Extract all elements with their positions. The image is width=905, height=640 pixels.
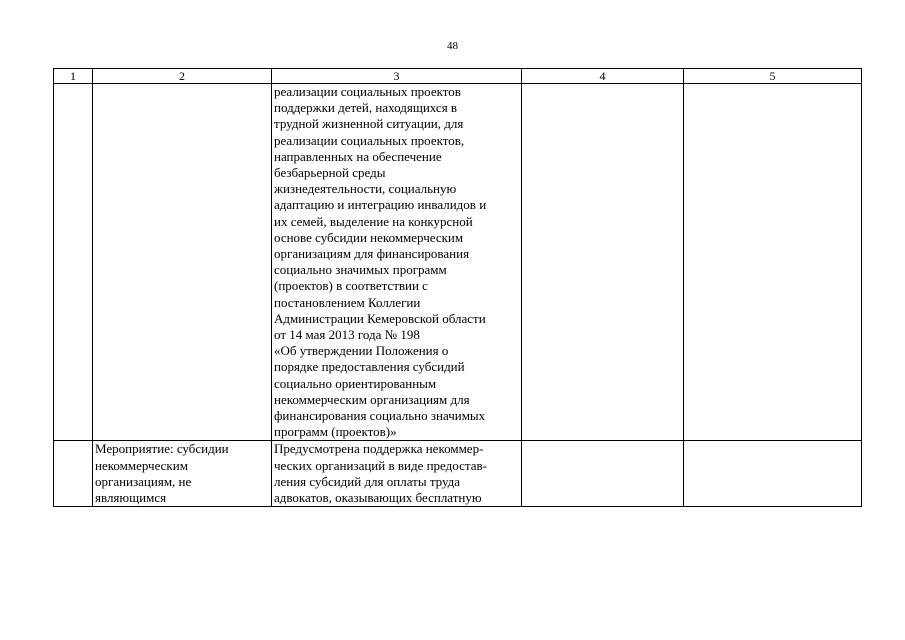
row2-col4 (522, 441, 684, 507)
row1-description: реализации социальных проектов поддержки детей, находящихся в трудной жизненной ситуации, для реализации социальных проектов, направленных на обеспечение безбарьерной среды жизнедеятельности, социальную адаптацию и интеграцию инвалидов и их семей, выделение на конкурсной основе субсидии некоммерческим организациям для финансирования социально значимых программ (проектов) в соответствии с постановлением Коллегии Администрации Кемеровской области от 14 мая 2013 года № 198 «Об утверждении Положения о порядке предоставления субсидий социально ориентированным некоммерческим организациям для финансирования социально значимых программ (проектов)» (274, 84, 487, 440)
table-row (54, 441, 862, 507)
document-table (53, 68, 862, 507)
header-col-1: 1 (54, 69, 93, 84)
header-col-5: 5 (684, 69, 862, 84)
row1-col3 (272, 84, 522, 441)
header-col-2: 2 (93, 69, 272, 84)
row1-col5 (684, 84, 862, 441)
header-col-3: 3 (272, 69, 522, 84)
header-col-4: 4 (522, 69, 684, 84)
row2-description: Предусмотрена поддержка некоммер- ческих организаций в виде предостав- ления субсидий для оплаты труда адвокатов, оказывающих бесплатную (274, 441, 487, 506)
row2-col1 (54, 441, 93, 507)
row2-col2 (93, 441, 272, 507)
row1-col4 (522, 84, 684, 441)
table-row (54, 84, 862, 441)
page-number: 48 (447, 40, 458, 52)
row1-col1 (54, 84, 93, 441)
row2-col5 (684, 441, 862, 507)
row1-col2 (93, 84, 272, 441)
row2-col3 (272, 441, 522, 507)
row2-activity-name: Мероприятие: субсидии некоммерческим организациям, не являющимся (95, 441, 229, 506)
table-header-row (54, 69, 862, 84)
